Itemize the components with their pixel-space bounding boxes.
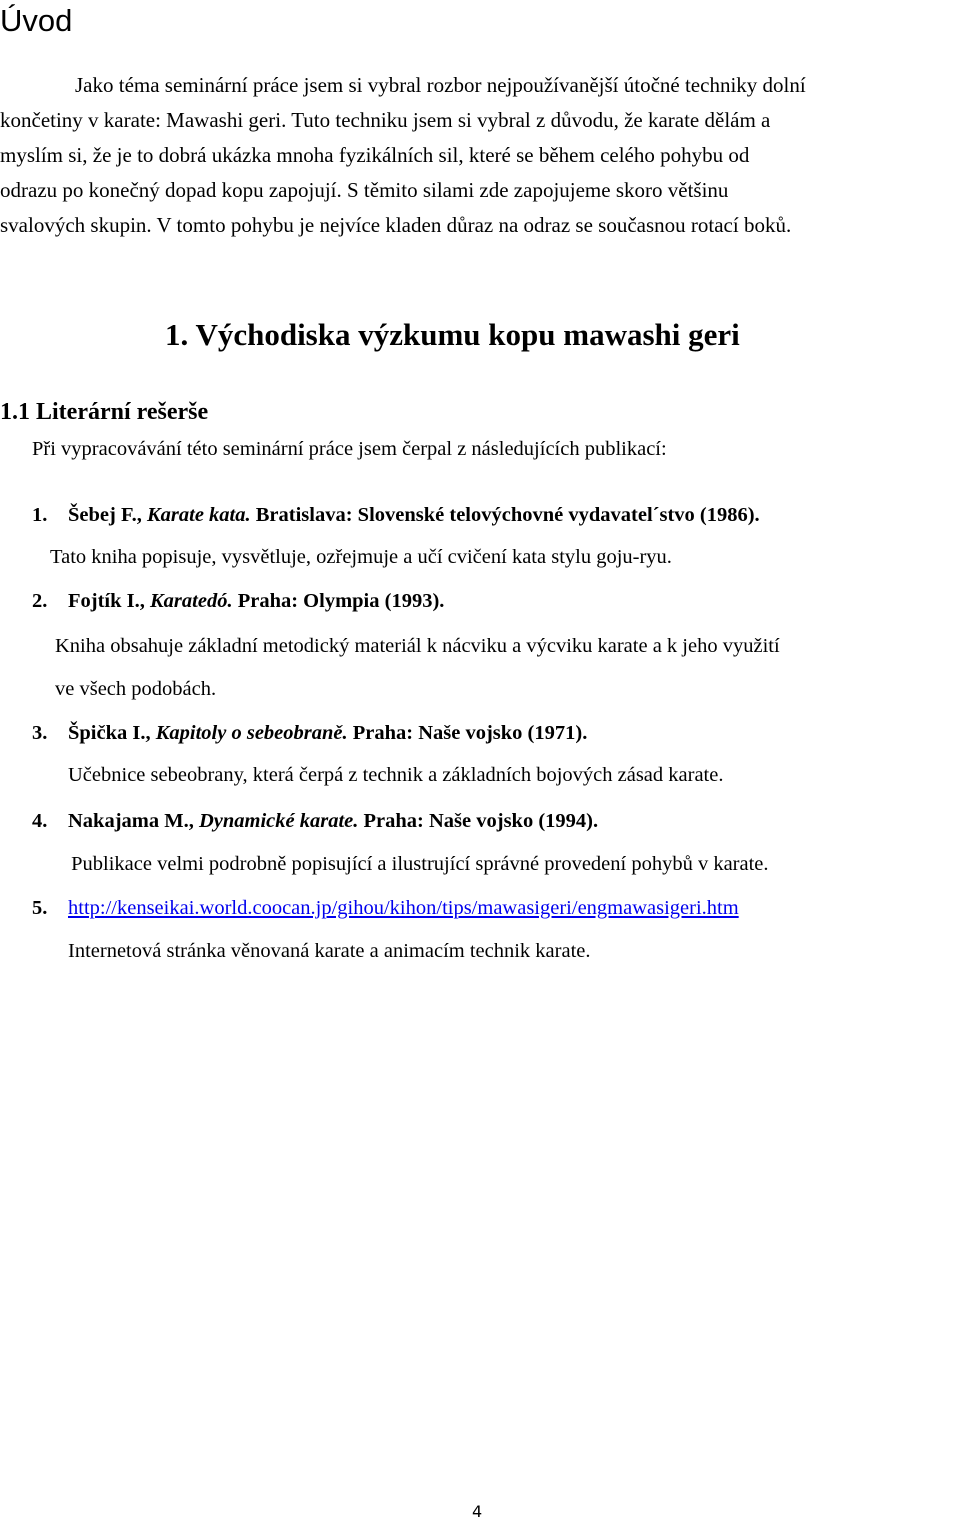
intro-paragraph [0,68,945,243]
reference-publisher: Praha: Olympia (1993). [237,590,445,612]
reference-number: 1. [32,504,48,526]
reference-description: Tato kniha popisuje, vysvětluje, ozřejmuje a učí cvičení kata stylu goju-ryu. [50,546,672,568]
reference-description: Kniha obsahuje základní metodický materiál k nácviku a výcviku karate a k jeho využití [55,635,780,657]
reference-publisher: Praha: Naše vojsko (1971). [352,722,588,744]
reference-number: 4. [32,810,48,832]
reference-publisher: Praha: Naše vojsko (1994). [363,810,599,832]
reference-description: Publikace velmi podrobně popisující a ilustrující správné provedení pohybů v karate. [66,853,769,875]
intro-line: odrazu po konečný dopad kopu zapojují. S těmito silami zde zapojujeme skoro většinu [0,178,729,202]
intro-line: končetiny v karate: Mawashi geri. Tuto techniku jsem si vybral z důvodu, že karate dělám a [0,108,771,132]
section-title: Úvod [0,3,73,38]
reference-title: Dynamické karate. [198,810,359,832]
reference-number: 5. [32,897,48,919]
reference-description: Internetová stránka věnovaná karate a animacím technik karate. [68,940,591,962]
reference-citation [68,806,598,836]
reference-publisher: Bratislava: Slovenské telovýchovné vydavatel´stvo (1986). [255,504,760,526]
reference-author: Šebej F., [68,504,142,526]
lead-text: Při vypracovávání této seminární práce jsem čerpal z následujících publikací: [32,438,667,460]
reference-citation [68,586,444,616]
reference-author: Fojtík I., [68,590,145,612]
reference-title: Karate kata. [146,504,251,526]
reference-author: Špička I., [68,722,151,744]
reference-title: Karatedó. [150,590,233,612]
reference-description: Učebnice sebeobrany, která čerpá z technik a základních bojových zásad karate. [68,764,724,786]
reference-citation [68,500,760,530]
intro-line: svalových skupin. V tomto pohybu je nejvíce kladen důraz na odraz se současnou rotací boků. [0,213,792,237]
intro-line: myslím si, že je to dobrá ukázka mnoha fyzikálních sil, které se během celého pohybu od [0,143,750,167]
reference-description: ve všech podobách. [55,678,217,700]
intro-line: Jako téma seminární práce jsem si vybral rozbor nejpoužívanější útočné techniky dolní [75,73,806,97]
reference-number: 2. [32,590,48,612]
subsection-heading: 1.1 Literární rešerše [0,399,209,425]
page-number: 4 [472,1502,483,1521]
chapter-heading: 1. Východiska výzkumu kopu mawashi geri [165,317,740,352]
reference-citation [68,718,587,748]
reference-number: 3. [32,722,48,744]
reference-link[interactable]: http://kenseikai.world.coocan.jp/gihou/kihon/tips/mawasigeri/engmawasigeri.htm [68,897,739,919]
reference-author: Nakajama M., [68,810,194,832]
reference-title: Kapitoly o sebeobraně. [155,722,348,744]
